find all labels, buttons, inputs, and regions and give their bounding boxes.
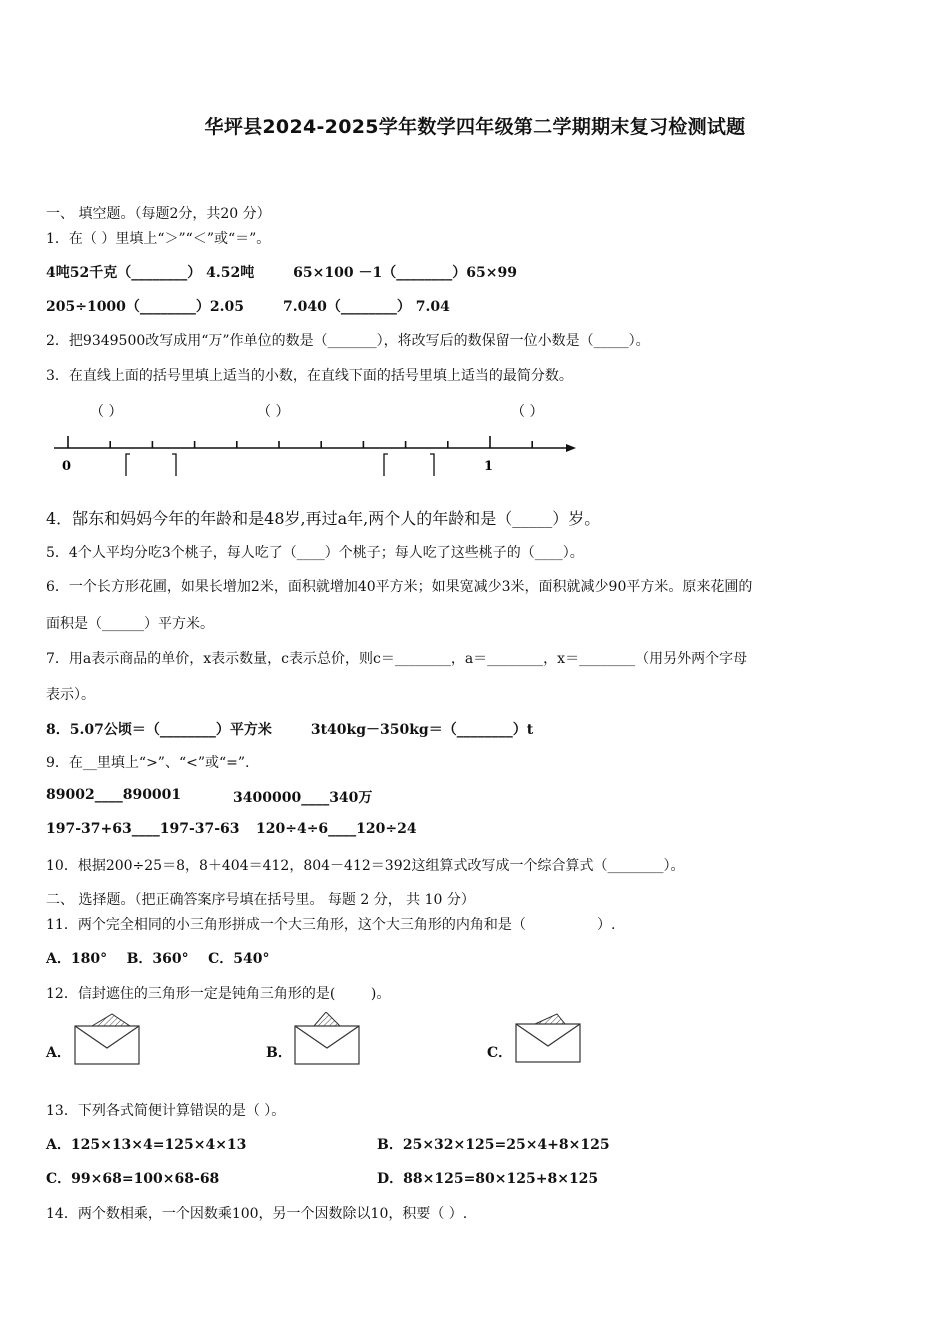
question-13-option-d: D．88×125=80×125+8×125 — [377, 1171, 599, 1187]
section-1-heading: 一、 填空题。（每题2分，共20 分） — [46, 206, 271, 222]
question-12-option-a-label: A． — [46, 1045, 71, 1061]
question-11-stem: 11．两个完全相同的小三角形拼成一个大三角形，这个大三角形的内角和是（ ）. — [46, 917, 616, 933]
section-2-heading: 二、 选择题。（把正确答案序号填在括号里。 每题 2 分， 共 10 分） — [46, 892, 475, 908]
question-6-line-1: 6．一个长方形花圃，如果长增加2米，面积就增加40平方米；如果宽减少3米，面积就减少90平方米。原来花圃的 — [46, 579, 753, 595]
number-line-top-paren-3: （ ） — [511, 404, 544, 420]
question-1-stem: 1．在（ ）里填上“＞”“＜”或“＝”。 — [46, 231, 271, 247]
question-7-line-2: 表示）。 — [46, 687, 95, 703]
question-8: 8．5.07公顷＝（________）平方米 3t40kg－350kg＝（________）t — [46, 722, 534, 738]
number-line-bottom-bracket-2-right — [430, 454, 434, 476]
question-10: 10．根据200÷25＝8，8＋404＝412，804－412＝392这组算式改写成一个综合算式（________）。 — [46, 858, 685, 874]
number-line-bottom-bracket-2-left — [384, 454, 388, 476]
number-line-label-1: 1 — [484, 459, 494, 474]
question-11-options: A．180° B．360° C．540° — [46, 951, 270, 967]
number-line-top-paren-1: （ ） — [90, 404, 123, 420]
question-9-row-2-a: 197-37+63____197-37-63 — [46, 821, 240, 837]
number-line-top-paren-2: （ ） — [257, 404, 290, 420]
question-9-row-1-a: 89002____890001 — [46, 787, 182, 803]
question-12-option-c-label: C． — [487, 1045, 513, 1061]
question-9-stem: 9．在__里填上“>”、“<”或“=”. — [46, 755, 250, 771]
number-line-bottom-bracket-1-right — [172, 454, 176, 476]
question-13-option-a: A．125×13×4=125×4×13 — [46, 1137, 247, 1153]
question-13-option-c: C．99×68=100×68-68 — [46, 1171, 220, 1187]
number-line-ticks — [68, 436, 532, 448]
envelope-a-icon — [72, 1012, 142, 1066]
question-12-option-b-label: B． — [266, 1045, 292, 1061]
question-13-stem: 13．下列各式简便计算错误的是（ ）。 — [46, 1103, 286, 1119]
question-2: 2．把9349500改写成用“万”作单位的数是（_______），将改写后的数保留一位小数是（_____）。 — [46, 333, 650, 349]
page-title: 华坪县2024-2025学年数学四年级第二学期期末复习检测试题 — [204, 116, 746, 138]
question-3-stem: 3．在直线上面的括号里填上适当的小数，在直线下面的括号里填上适当的最简分数。 — [46, 368, 573, 384]
question-6-line-2: 面积是（______）平方米。 — [46, 616, 214, 632]
question-14: 14．两个数相乘，一个因数乘100，另一个因数除以10，积要（ ）. — [46, 1206, 468, 1222]
question-5: 5．4个人平均分吃3个桃子，每人吃了（____）个桃子；每人吃了这些桃子的（____）。 — [46, 545, 584, 561]
question-1-row-1: 4吨52千克（________） 4.52吨 65×100 －1（________）65×99 — [46, 265, 517, 281]
number-line-label-0: 0 — [62, 459, 72, 474]
question-1-row-2: 205÷1000（________）2.05 7.040（________） 7.04 — [46, 299, 450, 315]
question-12-stem: 12．信封遮住的三角形一定是钝角三角形的是( )。 — [46, 986, 391, 1002]
number-line-figure — [46, 396, 586, 476]
envelope-b-icon — [292, 1012, 362, 1066]
number-line-arrow — [566, 444, 576, 452]
question-13-option-b: B．25×32×125=25×4+8×125 — [377, 1137, 610, 1153]
question-7-line-1: 7．用a表示商品的单价，x表示数量，c表示总价，则c＝________，a＝________，x＝________（用另外两个字母 — [46, 651, 748, 667]
question-4: 4．郜东和妈妈今年的年龄和是48岁,再过a年,两个人的年龄和是（_____）岁。 — [46, 509, 601, 528]
envelope-c-icon — [513, 1010, 583, 1064]
number-line-bottom-bracket-1-left — [126, 454, 130, 476]
question-9-row-2-b: 120÷4÷6____120÷24 — [256, 821, 417, 837]
question-9-row-1-b: 3400000____340万 — [233, 790, 373, 806]
